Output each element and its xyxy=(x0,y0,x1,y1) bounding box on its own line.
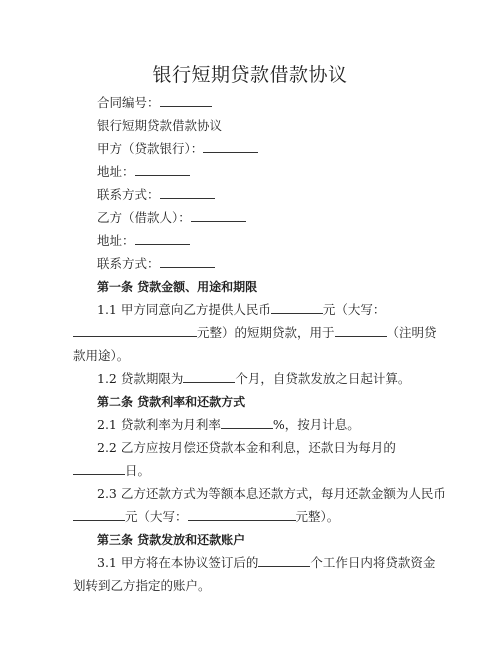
clause-1-1-text-d: （注明贷 xyxy=(386,325,437,340)
loan-purpose-blank[interactable] xyxy=(335,325,387,337)
monthly-payment-blank[interactable] xyxy=(73,509,125,521)
contract-number-label: 合同编号： xyxy=(97,95,160,110)
clause-2-3-text-c: 元整）。 xyxy=(295,509,340,524)
clause-2-3-text-b: 元（大写： xyxy=(125,509,188,524)
clause-1-2-line xyxy=(97,371,410,387)
repayment-day-blank[interactable] xyxy=(73,463,125,475)
subtitle-line: 银行短期贷款借款协议 xyxy=(97,118,223,133)
party-a-address-label: 地址： xyxy=(97,164,135,179)
clause-1-2-text-b: 个月，自贷款发放之日起计算。 xyxy=(235,371,411,386)
clause-2-2-line-2 xyxy=(73,463,150,479)
party-a-contact-line xyxy=(97,187,215,203)
clause-1-1-line-3: 款用途）。 xyxy=(73,348,130,363)
clause-3-1-line-2: 划转到乙方指定的账户。 xyxy=(73,578,211,593)
article-1-heading: 第一条 贷款金额、用途和期限 xyxy=(97,280,258,294)
article-2-heading: 第二条 贷款利率和还款方式 xyxy=(97,395,246,409)
party-a-blank[interactable] xyxy=(203,141,258,153)
party-a-contact-blank[interactable] xyxy=(160,187,215,199)
clause-2-2-line-1: 2.2 乙方应按月偿还贷款本金和利息，还款日为每月的 xyxy=(97,440,396,455)
party-b-line xyxy=(97,210,246,226)
party-a-line xyxy=(97,141,258,157)
party-b-address-blank[interactable] xyxy=(135,233,190,245)
clause-2-3-line-2 xyxy=(73,509,339,525)
party-a-contact-label: 联系方式： xyxy=(97,187,160,202)
clause-3-1-text-b: 个工作日内将贷款资金 xyxy=(310,555,436,570)
party-b-contact-label: 联系方式： xyxy=(97,256,160,271)
party-b-address-label: 地址： xyxy=(97,233,135,248)
article-3-heading: 第三条 贷款发放和还款账户 xyxy=(97,533,246,547)
loan-amount-words-blank[interactable] xyxy=(73,325,197,337)
party-b-label: 乙方（借款人）： xyxy=(97,210,191,225)
document-title: 银行短期贷款借款协议 xyxy=(152,64,348,86)
clause-2-3-line-1: 2.3 乙方还款方式为等额本息还款方式，每月还款金额为人民币 xyxy=(97,486,446,501)
party-a-address-blank[interactable] xyxy=(135,164,190,176)
contract-number-blank[interactable] xyxy=(160,95,212,107)
party-a-address-line xyxy=(97,164,190,180)
party-a-label: 甲方（贷款银行）： xyxy=(97,141,204,156)
clause-2-1-text-b: %，按月计息。 xyxy=(272,417,360,432)
party-b-contact-blank[interactable] xyxy=(160,256,215,268)
clause-2-1-line xyxy=(97,417,360,433)
disbursement-days-blank[interactable] xyxy=(258,555,310,567)
clause-1-2-text-a: 1.2 贷款期限为 xyxy=(97,371,184,386)
clause-1-1-text-c: 元整）的短期贷款，用于 xyxy=(197,325,335,340)
clause-1-1-line-1 xyxy=(97,302,385,318)
contract-number-line xyxy=(97,95,212,111)
clause-3-1-line-1 xyxy=(97,555,435,571)
loan-amount-blank[interactable] xyxy=(271,302,323,314)
party-b-blank[interactable] xyxy=(191,210,246,222)
interest-rate-blank[interactable] xyxy=(221,417,273,429)
clause-1-1-text-b: 元（大写： xyxy=(322,302,386,317)
clause-1-1-line-2 xyxy=(73,325,437,341)
party-b-contact-line xyxy=(97,256,215,272)
clause-3-1-text-a: 3.1 甲方将在本协议签订后的 xyxy=(97,555,259,570)
clause-2-2-text-b: 日。 xyxy=(125,463,151,478)
party-b-address-line xyxy=(97,233,190,249)
monthly-payment-words-blank[interactable] xyxy=(188,509,296,521)
loan-term-blank[interactable] xyxy=(183,371,235,383)
clause-2-1-text-a: 2.1 贷款利率为月利率 xyxy=(97,417,221,432)
clause-1-1-text-a: 1.1 甲方同意向乙方提供人民币 xyxy=(97,302,271,317)
